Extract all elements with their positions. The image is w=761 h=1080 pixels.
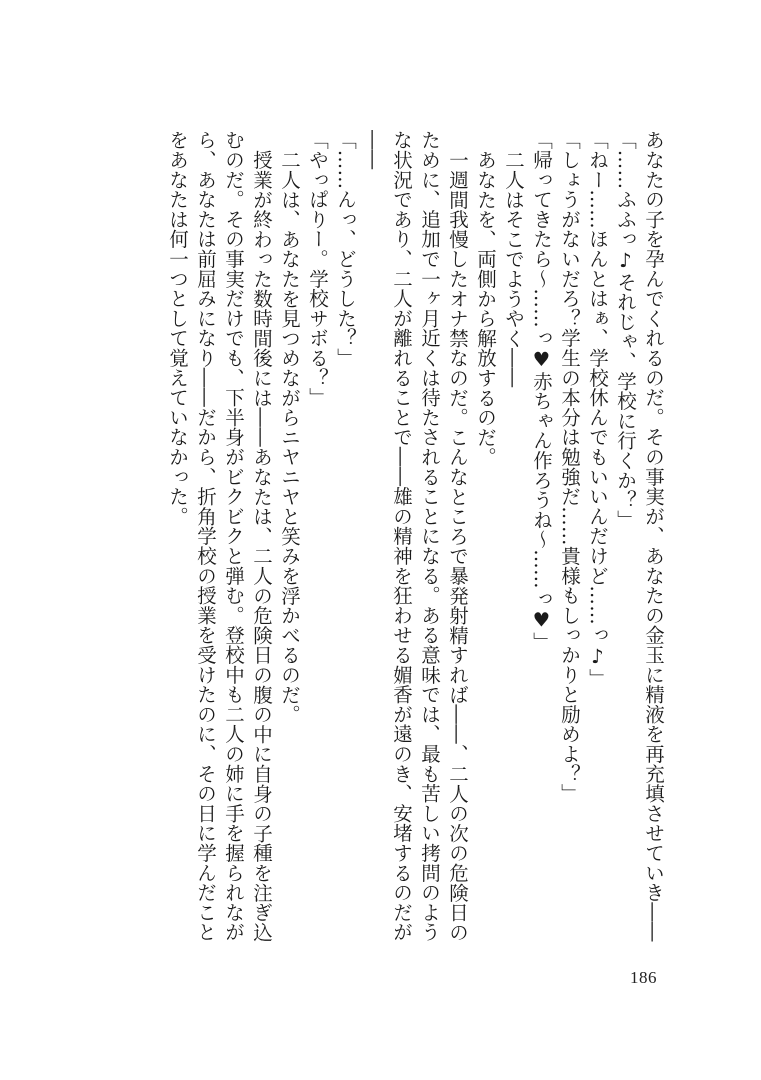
dialogue-line: 「しょうがないだろ？学生の本分は勉強だ……貴様もしっかりと励めよ？」 bbox=[558, 130, 581, 804]
dialogue-line: 「……んっ、どうした？」 bbox=[334, 130, 357, 368]
page-number: 186 bbox=[630, 968, 657, 987]
dialogue-line: 「ねー……ほんとはぁ、学校休んでもいいんだけど……っ♪」 bbox=[586, 130, 609, 688]
paragraph: あなたの子を孕んでくれるのだ。その事実が、あなたの金玉に精液を再充填させていき―― bbox=[642, 130, 665, 942]
paragraph: 授業が終わった数時間後には――あなたは、二人の危険日の腹の中に自身の子種を注ぎ込むのだ。その事実だけでも、下半身がビクビクと弾む。登校中も二人の姉に手を握られながら、あなたは前屈みになり――だから、折角学校の授業を受けたのに、その日に学んだことをあなたは何一つとして覚えていなかった。 bbox=[166, 130, 273, 942]
paragraph: 二人はそこでようやく―― bbox=[502, 149, 525, 388]
paragraph: 二人は、あなたを見つめながらニヤニヤと笑みを浮かべるのだ。 bbox=[278, 149, 301, 724]
dialogue-line: 「……ふふっ♪それじゃ、学校に行くか？」 bbox=[614, 130, 637, 530]
paragraph: 一週間我慢したオナ禁なのだ。こんなところで暴発射精すれば――、二人の次の危険日のために、追加で一ヶ月近くは待たされることになる。ある意味では、最も苦しい拷問のような状況であり、二人が離れることで――雄の精神を狂わせる媚香が遠のき、安堵するのだが―― bbox=[362, 130, 469, 942]
dialogue-line: 「やっぱりー。学校サボる？」 bbox=[306, 130, 329, 408]
paragraph: あなたを、両側から解放するのだ。 bbox=[474, 149, 497, 467]
dialogue-line: 「帰ってきたら～……っ♥赤ちゃん作ろうね～……っ♥」 bbox=[530, 130, 553, 652]
vertical-text-body bbox=[107, 130, 667, 960]
